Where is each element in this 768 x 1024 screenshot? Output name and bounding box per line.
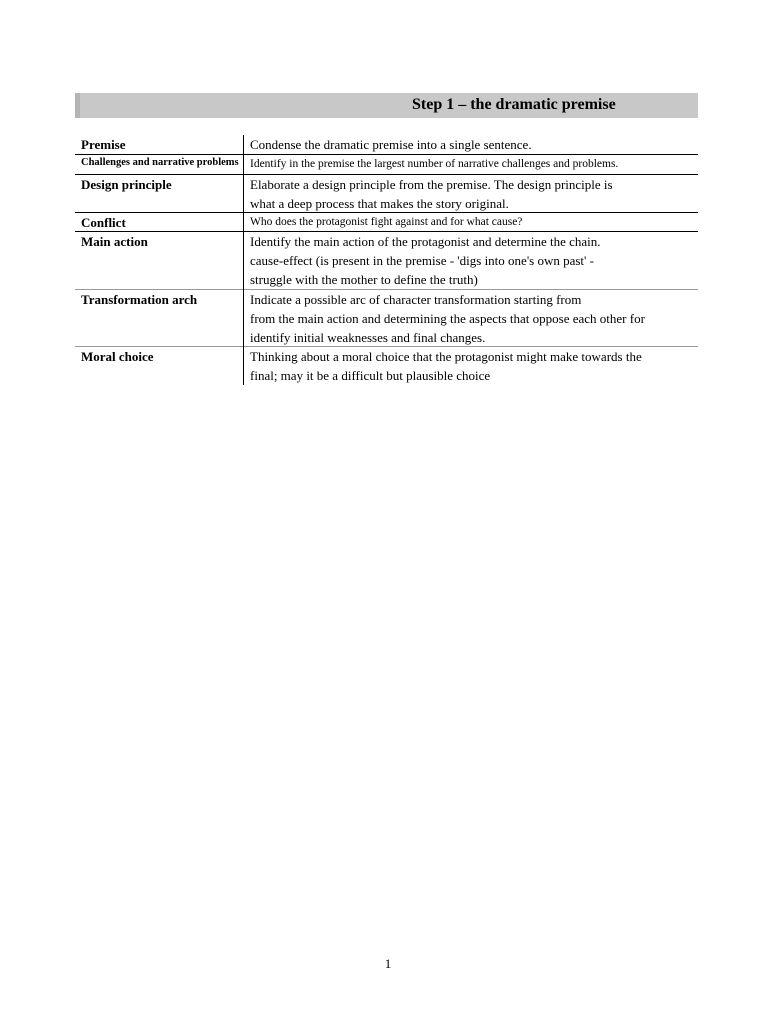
- header-bar-accent: [75, 93, 80, 118]
- table-row-transformation-arch: [75, 290, 698, 347]
- table-row-premise: [75, 135, 698, 155]
- table-row-conflict: [75, 213, 698, 232]
- row-content-line: Condense the dramatic premise into a single sentence.: [250, 137, 532, 152]
- row-content-line: struggle with the mother to define the truth): [250, 272, 478, 287]
- row-content: [250, 290, 695, 347]
- row-content-line: identify initial weaknesses and final changes.: [250, 330, 486, 345]
- row-content: [250, 347, 695, 385]
- page-title: Step 1 – the dramatic premise: [412, 96, 616, 113]
- table-row-main-action: [75, 232, 698, 290]
- row-content-line: what a deep process that makes the story original.: [250, 196, 509, 211]
- row-content-line: Thinking about a moral choice that the protagonist might make towards the: [250, 349, 642, 364]
- row-content-line: Identify in the premise the largest number of narrative challenges and problems.: [250, 158, 619, 170]
- row-label: Design principle: [81, 177, 172, 192]
- row-content: [250, 135, 695, 154]
- page-number: 1: [384, 956, 392, 971]
- row-label: Transformation arch: [81, 292, 198, 307]
- row-content: [250, 232, 695, 289]
- row-content-line: Who does the protagonist fight against and for what cause?: [250, 216, 523, 228]
- row-content: [250, 156, 695, 173]
- table-row-challenges: [75, 155, 698, 175]
- row-content: [250, 214, 695, 231]
- table-row-design-principle: [75, 175, 698, 213]
- row-content: [250, 175, 695, 213]
- row-label: Conflict: [81, 215, 126, 230]
- row-content-line: from the main action and determining the aspects that oppose each other for: [250, 311, 645, 326]
- row-content-line: cause-effect (is present in the premise - 'digs into one's own past' -: [250, 253, 594, 268]
- row-content-line: Identify the main action of the protagonist and determine the chain.: [250, 234, 601, 249]
- row-content-line: Indicate a possible arc of character transformation starting from: [250, 292, 582, 307]
- row-content-line: Elaborate a design principle from the premise. The design principle is: [250, 177, 613, 192]
- row-label: Challenges and narrative problems: [81, 157, 239, 168]
- table-column-divider: [243, 135, 244, 385]
- row-content-line: final; may it be a difficult but plausible choice: [250, 368, 491, 383]
- table-row-moral-choice: [75, 347, 698, 385]
- row-label: Main action: [81, 234, 148, 249]
- row-label: Premise: [81, 137, 126, 152]
- row-label: Moral choice: [81, 349, 154, 364]
